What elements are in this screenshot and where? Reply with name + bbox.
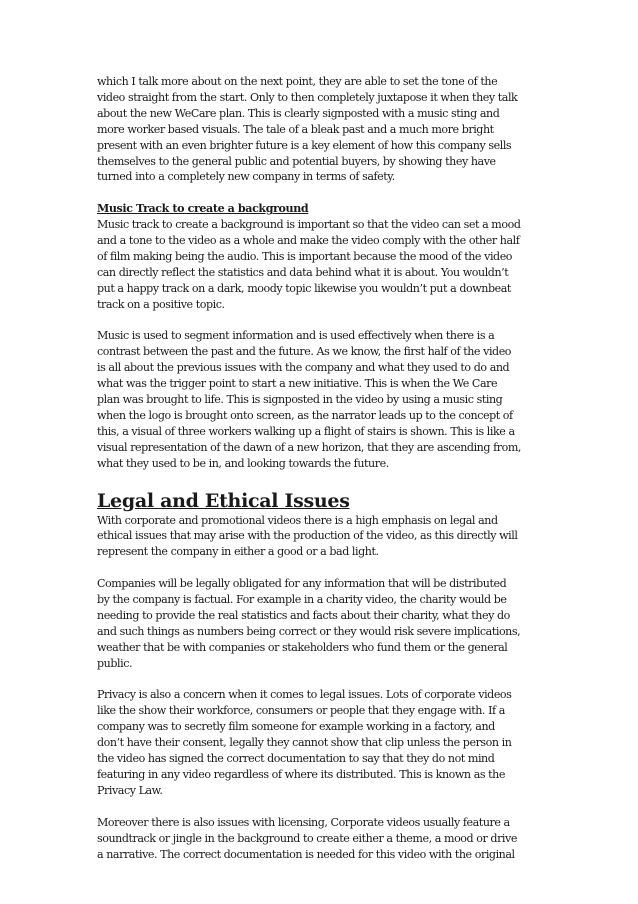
document-page <box>97 74 543 862</box>
text-line: this, a visual of three workers walking up a flight of stairs is shown. This is like a <box>97 424 515 438</box>
text-line: put a happy track on a dark, moody topic likewise you wouldn’t put a downbeat <box>97 281 511 295</box>
text-line: is all about the previous issues with the company and what they used to do and <box>97 361 510 375</box>
text-line: Companies will be legally obligated for any information that will be distributed <box>97 577 507 591</box>
paragraph-gap <box>97 472 543 488</box>
text-line: video straight from the start. Only to then completely juxtapose it when they talk <box>97 90 518 104</box>
text-line: visual representation of the dawn of a new horizon, that they are ascending from, <box>97 440 521 454</box>
text-line: and such things as numbers being correct or they would risk severe implications, <box>97 624 521 638</box>
text-line: featuring in any video regardless of where its distributed. This is known as the <box>97 767 505 781</box>
text-line: don’t have their consent, legally they cannot show that clip unless the person in <box>97 736 512 750</box>
text-line: ethical issues that may arise with the production of the video, as this directly will <box>97 529 518 543</box>
text-line: what was the trigger point to start a new initiative. This is when the We Care <box>97 377 498 391</box>
text-line: the video has signed the correct documentation to say that they do not mind <box>97 752 495 766</box>
text-line: soundtrack or jingle in the background to create either a theme, a mood or drive <box>97 831 517 845</box>
text-line: Privacy Law. <box>97 783 163 797</box>
text-line: which I talk more about on the next point, they are able to set the tone of the <box>97 75 498 88</box>
text-line: by the company is factual. For example in a charity video, the charity would be <box>97 593 507 607</box>
music-paragraph-1 <box>97 217 543 312</box>
legal-paragraph-1 <box>97 513 543 561</box>
text-line: needing to provide the real statistics and facts about their charity, what they do <box>97 608 510 622</box>
legal-paragraph-2 <box>97 576 543 671</box>
paragraph-gap <box>97 799 543 815</box>
text-line: plan was brought to life. This is signposted in the video by using a music sting <box>97 393 503 407</box>
text-line: present with an even brighter future is a key element of how this company sells <box>97 138 512 152</box>
text-line: and a tone to the video as a whole and make the video comply with the other half <box>97 234 520 248</box>
intro-paragraph <box>97 74 543 185</box>
legal-paragraph-4 <box>97 815 543 863</box>
text-line: represent the company in either a good or a bad light. <box>97 545 379 559</box>
text-line: more worker based visuals. The tale of a bleak past and a much more bright <box>97 122 494 136</box>
music-track-subheading: Music Track to create a background <box>97 202 309 216</box>
music-paragraph-2 <box>97 328 543 471</box>
legal-ethical-heading: Legal and Ethical Issues <box>97 489 350 512</box>
text-line: about the new WeCare plan. This is clearly signposted with a music sting and <box>97 106 500 120</box>
paragraph-gap <box>97 560 543 576</box>
text-line: track on a positive topic. <box>97 297 225 311</box>
paragraph-gap <box>97 313 543 329</box>
text-line: when the logo is brought onto screen, as the narrator leads up to the concept of <box>97 409 513 422</box>
legal-paragraph-3 <box>97 687 543 798</box>
text-line: a narrative. The correct documentation is needed for this video with the original <box>97 847 515 861</box>
text-line: public. <box>97 656 133 670</box>
text-line: Privacy is also a concern when it comes to legal issues. Lots of corporate videos <box>97 688 512 702</box>
text-line: company was to secretly film someone for example working in a factory, and <box>97 720 495 734</box>
text-line: like the show their workforce, consumers or people that they engage with. If a <box>97 704 505 718</box>
paragraph-gap <box>97 672 543 688</box>
text-line: Music track to create a background is important so that the video can set a mood <box>97 218 521 232</box>
text-line: what they used to be in, and looking towards the future. <box>97 456 389 470</box>
text-line: can directly reflect the statistics and data behind what it is about. You wouldn’t <box>97 265 509 279</box>
text-line: Moreover there is also issues with licensing, Corporate videos usually feature a <box>97 815 510 829</box>
text-line: weather that be with companies or stakeholders who fund them or the general <box>97 640 508 654</box>
text-line: Music is used to segment information and is used effectively when there is a <box>97 329 495 343</box>
text-line: of film making being the audio. This is important because the mood of the video <box>97 249 513 263</box>
text-line: With corporate and promotional videos there is a high emphasis on legal and <box>97 513 498 527</box>
text-line: themselves to the general public and potential buyers, by showing they have <box>97 154 496 168</box>
paragraph-gap <box>97 185 543 201</box>
text-line: turned into a completely new company in terms of safety. <box>97 170 395 184</box>
text-line: contrast between the past and the future. As we know, the first half of the video <box>97 345 512 359</box>
